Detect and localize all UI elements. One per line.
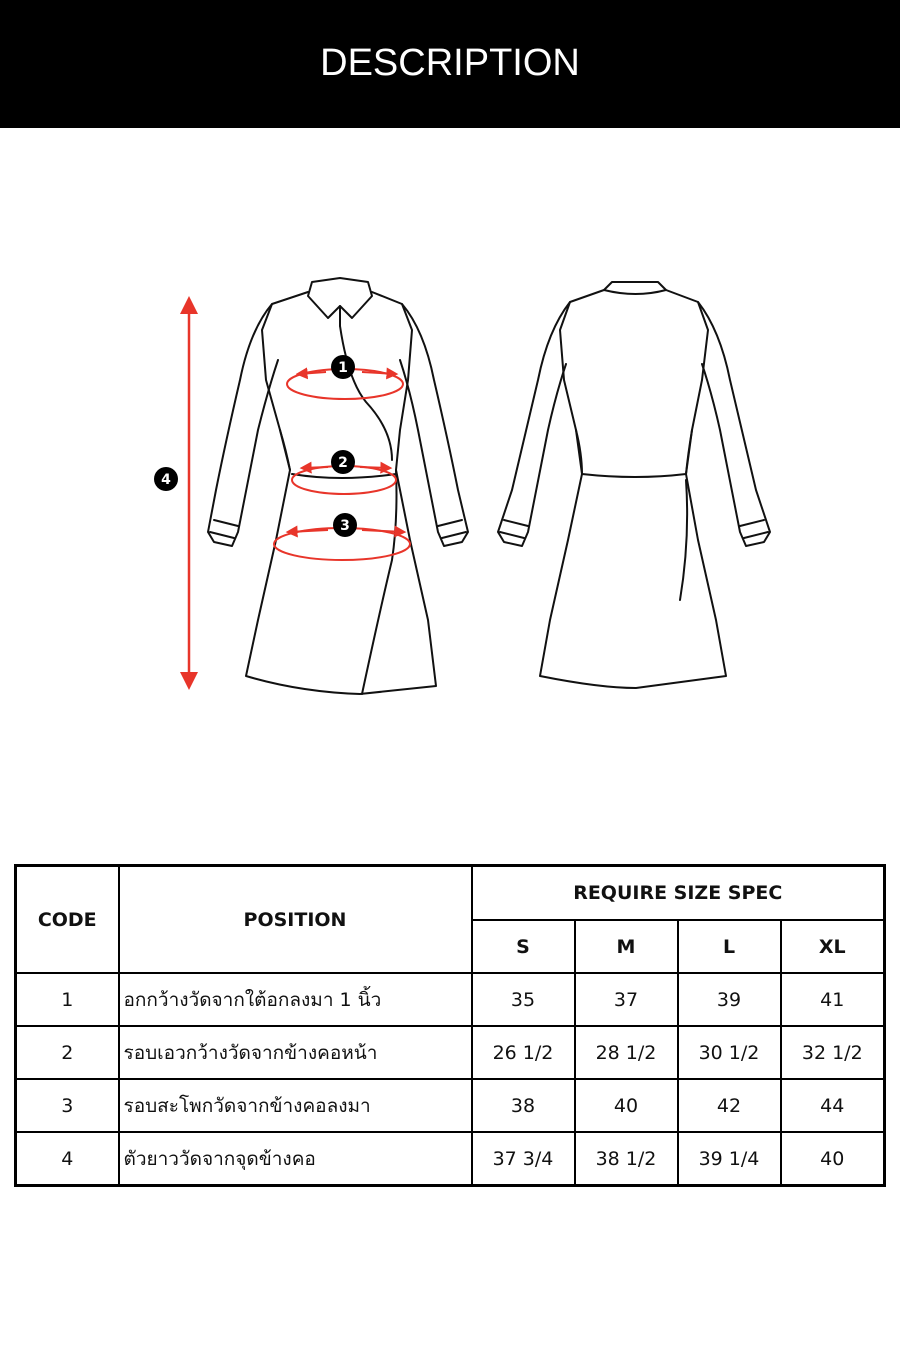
row-code: 1	[16, 973, 119, 1026]
dress-front-view	[208, 278, 468, 694]
length-measurement-marker	[154, 296, 198, 690]
row-value-m: 40	[575, 1079, 678, 1132]
row-value-l: 42	[678, 1079, 781, 1132]
row-value-xl: 44	[781, 1079, 885, 1132]
code-column-header: CODE	[16, 866, 119, 974]
size-header-l: L	[678, 920, 781, 973]
row-position: รอบสะโพกวัดจากข้างคอลงมา	[119, 1079, 472, 1132]
position-column-header: POSITION	[119, 866, 472, 974]
row-value-s: 37 3/4	[472, 1132, 575, 1186]
row-value-m: 37	[575, 973, 678, 1026]
row-value-s: 26 1/2	[472, 1026, 575, 1079]
size-spec-table	[14, 864, 886, 1187]
table-row	[16, 1026, 885, 1079]
table-row	[16, 1079, 885, 1132]
row-value-s: 35	[472, 973, 575, 1026]
size-header-xl: XL	[781, 920, 885, 973]
row-position: ตัวยาววัดจากจุดข้างคอ	[119, 1132, 472, 1186]
marker-1-label: 1	[338, 360, 348, 376]
marker-2-label: 2	[338, 455, 348, 471]
table-row	[16, 973, 885, 1026]
garment-measurement-diagram	[0, 128, 900, 828]
bust-measurement-marker	[287, 355, 403, 399]
row-value-m: 38 1/2	[575, 1132, 678, 1186]
marker-3-label: 3	[340, 518, 350, 534]
page-title: DESCRIPTION	[320, 41, 580, 84]
row-value-m: 28 1/2	[575, 1026, 678, 1079]
page-header	[0, 0, 900, 128]
row-position: อกกว้างวัดจากใต้อกลงมา 1 นิ้ว	[119, 973, 472, 1026]
row-code: 3	[16, 1079, 119, 1132]
size-header-s: S	[472, 920, 575, 973]
table-row	[16, 1132, 885, 1186]
row-value-l: 39 1/4	[678, 1132, 781, 1186]
row-value-xl: 32 1/2	[781, 1026, 885, 1079]
hip-measurement-marker	[274, 513, 410, 560]
size-header-m: M	[575, 920, 678, 973]
row-value-xl: 40	[781, 1132, 885, 1186]
marker-4-label: 4	[161, 472, 171, 488]
row-value-xl: 41	[781, 973, 885, 1026]
row-code: 2	[16, 1026, 119, 1079]
row-position: รอบเอวกว้างวัดจากข้างคอหน้า	[119, 1026, 472, 1079]
dress-back-view	[498, 282, 770, 688]
row-value-s: 38	[472, 1079, 575, 1132]
waist-measurement-marker	[292, 450, 396, 494]
row-value-l: 30 1/2	[678, 1026, 781, 1079]
table-header-row	[16, 866, 885, 921]
size-spec-header: REQUIRE SIZE SPEC	[472, 866, 885, 921]
row-value-l: 39	[678, 973, 781, 1026]
row-code: 4	[16, 1132, 119, 1186]
